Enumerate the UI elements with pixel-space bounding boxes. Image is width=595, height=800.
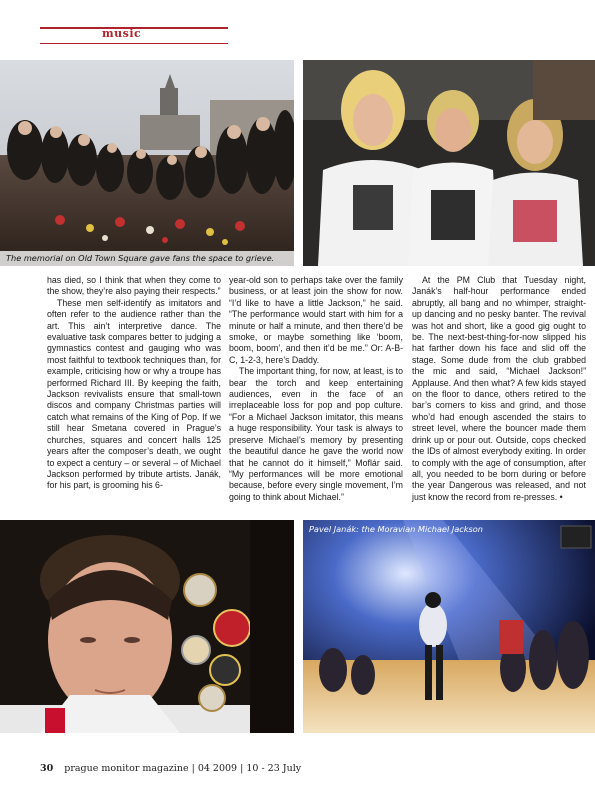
page-number: 30 [40, 763, 54, 774]
article-column-3 [412, 275, 586, 503]
memorial-photo [0, 60, 294, 266]
performer-photo [303, 520, 595, 733]
fans-photo [303, 60, 595, 266]
footer-text: prague monitor magazine | 04 2009 | 10 - 23 July [64, 763, 302, 774]
fan-closeup-photo [0, 520, 294, 733]
memorial-caption: The memorial on Old Town Square gave fans the space to grieve. [0, 251, 294, 266]
paragraph: has died, so I think that when they come to the show, they’re also paying their respects.” [47, 275, 221, 297]
performer-caption: Pavel Janák: the Moravian Michael Jackson [309, 524, 483, 534]
paragraph: At the PM Club that Tuesday night, Janák’s half-hour performance ended abruptly, all bang and no whimper, straight-up dancing and no pesky banter. The revival was hot and short, like a good gig ought to be. The next-best-thing-for-now slipped his hat farther down his face and slid off the stage. Some dude from the club grabbed the mic and said, “Michael Jackson!” Applause. And then what? A few kids stayed on the floor to dance, others retired to the bar’s corners to kiss and grind, and those who’d had enough ascended the stairs to street level, where the bouncer made them drink up or pour out. Outside, cops checked the IDs of almost everybody exiting. In order to comply with the age of consumption, after all, you needed to be born during or before the year Dangerous was released, and not just know the record from re-presses. • [412, 275, 586, 502]
paragraph: These men self-identify as imitators and often refer to the audience rather than the art. This ain’t interpretive dance. The evaluative task compares better to judging a gymnastics contest and gauging who was most faithful to textbook techniques than, for example, criticising how or why a troupe has performed Richard III. By keeping the faith, Jackson revivalists ensure that small-town discos and company Christmas parties will catch what remains of the King of Pop. If we still hear Smetana covered in Prague’s churches, squares and concert halls 125 years after the composer’s death, we ought to expect a century – or several – of Michael Jackson performed by tribute artists. Janák, for his part, is grooming his 6- [47, 297, 221, 491]
article-column-1 [47, 275, 221, 492]
article-column-2 [229, 275, 403, 503]
section-label: music [102, 27, 142, 40]
section-header [40, 27, 228, 44]
page-footer [40, 763, 560, 774]
paragraph: year-old son to perhaps take over the family business, or at least join the show for now. “I’d like to have a little Jackson,” he said. “The performance would start with him for a minute or half a minute, and then there’d be smoke, or maybe something like ‘boom, boom, boom’, and then it’d be me.” Or: A-B-C, 1-2-3, here’s Daddy. [229, 275, 403, 365]
paragraph: The important thing, for now, at least, is to bear the torch and keep entertaining audiences, even in the face of an irreplaceable loss for pop and pop culture. “For a Michael Jackson imitator, this means a huge responsibility. Your task is always to preserve Michael’s memory by presenting the beautiful dance he gave the world now that he cannot do it himself,” Moflár said. “My performances will be more emotional because, before every single movement, I’m going to think about Michael.” [229, 366, 403, 502]
